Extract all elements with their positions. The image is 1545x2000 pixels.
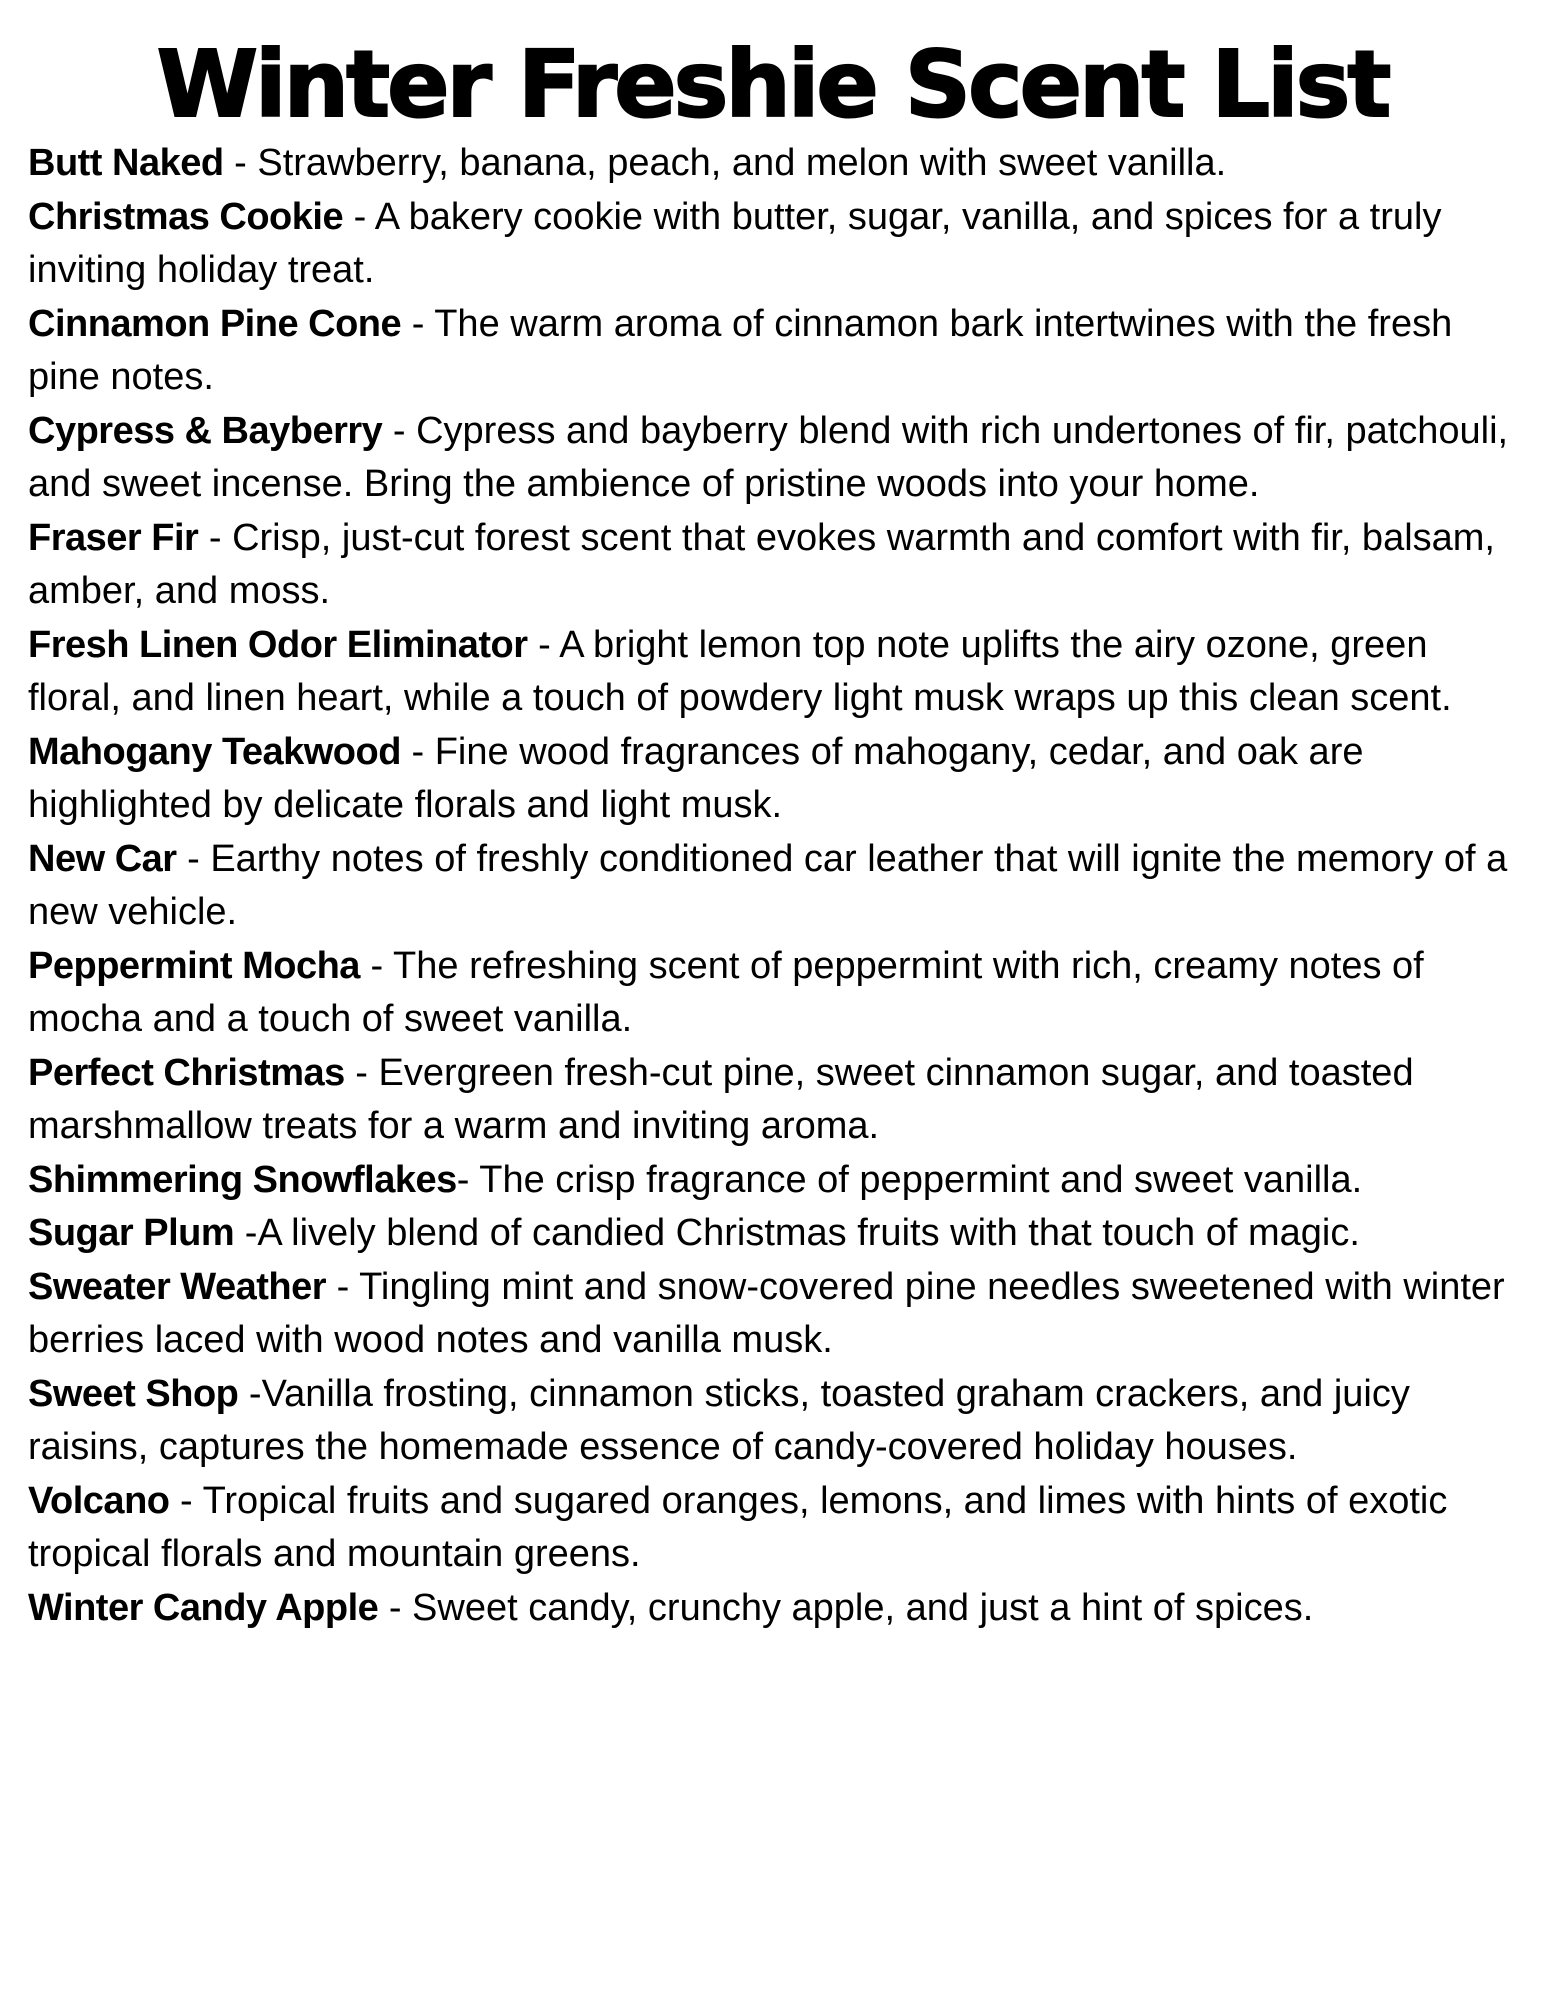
scent-name: Sweet Shop: [28, 1372, 239, 1415]
scent-item: [28, 137, 1520, 191]
scent-item: [28, 1582, 1520, 1636]
scent-description: - Earthy notes of freshly conditioned car leather that will ignite the memory of a new vehicle.: [28, 837, 1508, 934]
scent-description: - The refreshing scent of peppermint with rich, creamy notes of mocha and a touch of sweet vanilla.: [28, 944, 1424, 1041]
scent-name: Peppermint Mocha: [28, 944, 360, 987]
scent-name: Cypress & Bayberry: [28, 409, 383, 452]
scent-name: Shimmering Snowflakes: [28, 1158, 457, 1201]
scent-description: - Crisp, just-cut forest scent that evokes warmth and comfort with fir, balsam, amber, and moss.: [28, 516, 1495, 613]
scent-name: New Car: [28, 837, 177, 880]
scent-item: [28, 726, 1520, 833]
scent-item: [28, 833, 1520, 940]
scent-description: - The crisp fragrance of peppermint and sweet vanilla.: [456, 1158, 1363, 1201]
scent-item: [28, 1368, 1520, 1475]
scent-name: Mahogany Teakwood: [28, 730, 401, 773]
scent-description: - Strawberry, banana, peach, and melon with sweet vanilla.: [223, 142, 1227, 185]
scent-item: [28, 1047, 1520, 1154]
page-title: Winter Freshie Scent List: [156, 31, 1389, 138]
scent-description: - A bright lemon top note uplifts the airy ozone, green floral, and linen heart, while a touch of powdery light musk wraps up this clean scent.: [28, 623, 1452, 720]
scent-name: Christmas Cookie: [28, 195, 344, 238]
scent-name: Fraser Fir: [28, 516, 199, 559]
scent-item: [28, 940, 1520, 1047]
scent-name: Fresh Linen Odor Eliminator: [28, 623, 528, 666]
scent-item: [28, 298, 1520, 405]
scent-description: - Tropical fruits and sugared oranges, lemons, and limes with hints of exotic tropical florals and mountain greens.: [28, 1479, 1448, 1576]
scent-name: Sugar Plum: [28, 1212, 235, 1255]
scent-description: -Vanilla frosting, cinnamon sticks, toasted graham crackers, and juicy raisins, captures the homemade essence of candy-covered holiday houses.: [28, 1372, 1410, 1469]
scent-name: Perfect Christmas: [28, 1051, 345, 1094]
scent-item: [28, 1261, 1520, 1368]
scent-name: Volcano: [28, 1479, 170, 1522]
scent-item: [28, 1207, 1520, 1261]
scent-item: [28, 191, 1520, 298]
scent-description: - Sweet candy, crunchy apple, and just a hint of spices.: [378, 1586, 1314, 1629]
scent-description: - Evergreen fresh-cut pine, sweet cinnamon sugar, and toasted marshmallow treats for a warm and inviting aroma.: [28, 1051, 1414, 1148]
scent-description: - A bakery cookie with butter, sugar, vanilla, and spices for a truly inviting holiday treat.: [28, 195, 1442, 292]
scent-description: -A lively blend of candied Christmas fruits with that touch of magic.: [234, 1212, 1360, 1255]
scent-name: Cinnamon Pine Cone: [28, 302, 402, 345]
scent-item: [28, 405, 1520, 512]
scent-description: - Tingling mint and snow-covered pine needles sweetened with winter berries laced with wood notes and vanilla musk.: [28, 1265, 1505, 1362]
scent-item: [28, 1475, 1520, 1582]
scent-name: Butt Naked: [28, 142, 224, 185]
scent-name: Winter Candy Apple: [28, 1586, 379, 1629]
scent-item: [28, 512, 1520, 619]
scent-item: [28, 619, 1520, 726]
scent-description: - Fine wood fragrances of mahogany, cedar, and oak are highlighted by delicate florals and light musk.: [28, 730, 1364, 827]
scent-name: Sweater Weather: [28, 1265, 327, 1308]
scent-description: - Cypress and bayberry blend with rich undertones of fir, patchouli, and sweet incense. Bring the ambience of pristine woods into your home.: [28, 409, 1509, 506]
scent-description: - The warm aroma of cinnamon bark intertwines with the fresh pine notes.: [28, 302, 1453, 399]
scent-list: [28, 137, 1520, 1635]
scent-item: [28, 1154, 1520, 1208]
